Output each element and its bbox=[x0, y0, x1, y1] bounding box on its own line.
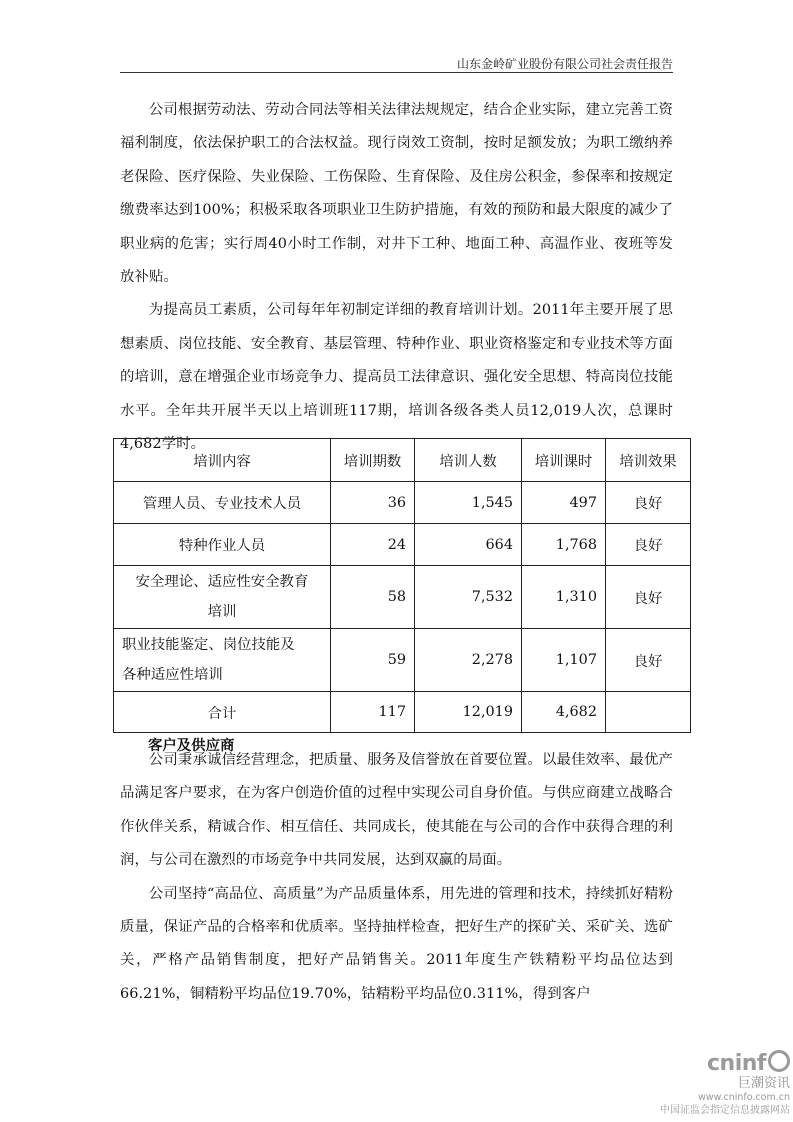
table-row bbox=[114, 482, 691, 524]
cell-sessions: 36 bbox=[331, 482, 415, 524]
cninfo-watermark bbox=[655, 1050, 790, 1118]
section-customers-suppliers bbox=[120, 744, 673, 1011]
header-content: 培训内容 bbox=[114, 439, 331, 482]
cell-content bbox=[114, 566, 331, 629]
cninfo-url: www.cninfo.com.cn bbox=[698, 1092, 790, 1103]
cninfo-logo-text: cninf bbox=[707, 1051, 766, 1076]
report-header-title: 山东金岭矿业股份有限公司社会责任报告 bbox=[456, 57, 673, 71]
table-row bbox=[114, 629, 691, 692]
cell-total-hours: 4,682 bbox=[522, 692, 606, 733]
cell-people: 664 bbox=[415, 524, 522, 566]
cell-hours: 1,107 bbox=[522, 629, 606, 692]
section-heading-customers-suppliers: 客户及供应商 bbox=[148, 738, 235, 754]
header-effect: 培训效果 bbox=[606, 439, 691, 482]
header-rule bbox=[120, 72, 673, 73]
header-hours: 培训课时 bbox=[522, 439, 606, 482]
cell-total-sessions: 117 bbox=[331, 692, 415, 733]
cell-content-line1: 职业技能鉴定、岗位技能及 bbox=[122, 637, 295, 653]
cell-sessions: 24 bbox=[331, 524, 415, 566]
cell-total-label: 合计 bbox=[114, 692, 331, 733]
header-people: 培训人数 bbox=[415, 439, 522, 482]
cninfo-swirl-icon bbox=[768, 1050, 790, 1072]
cell-total-people: 12,019 bbox=[415, 692, 522, 733]
cell-people: 2,278 bbox=[415, 629, 522, 692]
cell-hours: 1,768 bbox=[522, 524, 606, 566]
cell-effect: 良好 bbox=[606, 566, 691, 629]
section-employee-rights bbox=[120, 94, 673, 461]
cell-content: 管理人员、专业技术人员 bbox=[114, 482, 331, 524]
table-total-row bbox=[114, 692, 691, 733]
table-row bbox=[114, 566, 691, 629]
cell-effect: 良好 bbox=[606, 524, 691, 566]
cell-sessions: 58 bbox=[331, 566, 415, 629]
cninfo-logo bbox=[655, 1050, 790, 1076]
cell-hours: 497 bbox=[522, 482, 606, 524]
cell-content: 特种作业人员 bbox=[114, 524, 331, 566]
paragraph-quality: 公司坚持“高品位、高质量”为产品质量体系，用先进的管理和技术，持续抓好精粉质量，保证产品的合格率和优质率。坚持抽样检查，把好生产的探矿关、采矿关、选矿关，严格产品销售制度，把好产品销售关。2011年度生产铁精粉平均品位达到66.21%，铜精粉平均品位19.70%，钴精粉平均品位0.311%，得到客户 bbox=[120, 885, 673, 1002]
cell-hours: 1,310 bbox=[522, 566, 606, 629]
table-header-row bbox=[114, 439, 691, 482]
training-table bbox=[113, 438, 691, 733]
cell-content bbox=[114, 629, 331, 692]
cell-total-effect bbox=[606, 692, 691, 733]
cell-effect: 良好 bbox=[606, 482, 691, 524]
cninfo-chinese-name: 巨潮资讯 bbox=[737, 1076, 790, 1091]
cell-effect: 良好 bbox=[606, 629, 691, 692]
cell-people: 1,545 bbox=[415, 482, 522, 524]
cell-content-line2: 各种适应性培训 bbox=[122, 667, 223, 683]
cell-sessions: 59 bbox=[331, 629, 415, 692]
paragraph-labor-welfare: 公司根据劳动法、劳动合同法等相关法律法规规定，结合企业实际，建立完善工资福利制度，依法保护职工的合法权益。现行岗效工资制，按时足额发放；为职工缴纳养老保险、医疗保险、失业保险、工伤保险、生育保险、及住房公积金，参保率和按规定缴费率达到100%；积极采取各项职业卫生防护措施，有效的预防和最大限度的减少了职业病的危害；实行周40小时工作制，对井下工种、地面工种、高温作业、夜班等发放补贴。 bbox=[120, 102, 673, 286]
cell-content-line1: 安全理论、适应性安全教育 bbox=[135, 574, 309, 590]
cell-content-line2: 培训 bbox=[207, 604, 237, 620]
cninfo-subtitle: 中国证监会指定信息披露网站 bbox=[660, 1105, 790, 1116]
cell-people: 7,532 bbox=[415, 566, 522, 629]
paragraph-training-plan: 为提高员工素质，公司每年年初制定详细的教育培训计划。2011年主要开展了思想素质、岗位技能、安全教育、基层管理、特种作业、职业资格鉴定和专业技术等方面的培训，意在增强企业市场竞争力、提高员工法律意识、强化安全思想、特高岗位技能水平。全年共开展半天以上培训班117期，培训各级各类人员12,019人次，总课时4,682学时。 bbox=[120, 302, 673, 453]
header-sessions: 培训期数 bbox=[331, 439, 415, 482]
table-row bbox=[114, 524, 691, 566]
paragraph-integrity: 公司秉承诚信经营理念，把质量、服务及信誉放在首要位置。以最佳效率、最优产品满足客户要求，在为客户创造价值的过程中实现公司自身价值。与供应商建立战略合作伙伴关系，精诚合作、相互信任、共同成长，使其能在与公司的合作中获得合理的利润，与公司在激烈的市场竞争中共同发展，达到双赢的局面。 bbox=[120, 752, 673, 869]
